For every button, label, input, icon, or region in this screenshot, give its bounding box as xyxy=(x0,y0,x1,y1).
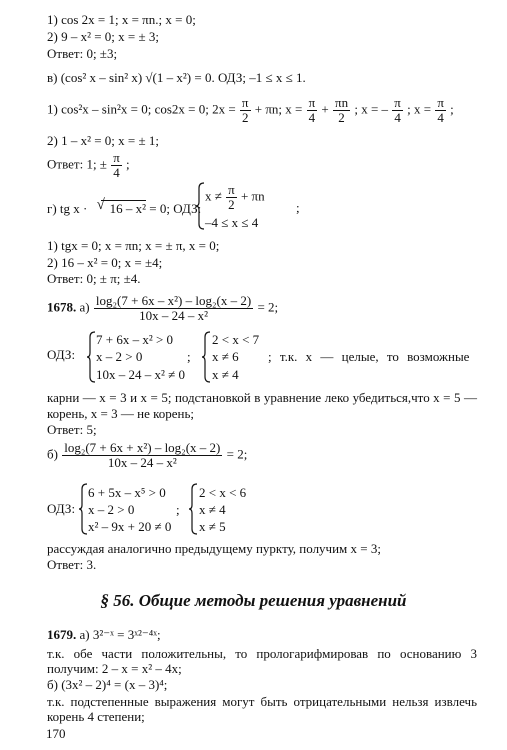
problem-1678a xyxy=(47,294,278,323)
problem-number: 1679. xyxy=(47,627,77,642)
fraction xyxy=(392,96,403,125)
odz-1-result-2: x ≠ 6 xyxy=(212,349,239,364)
odz-2-cond-3: x² – 9x + 20 ≠ 0 xyxy=(88,519,172,534)
odz-1-cond-1: 7 + 6x – x² > 0 xyxy=(96,332,174,347)
system-line-1 xyxy=(205,183,265,212)
system-end: ; xyxy=(296,200,300,215)
paragraph-1678a: карни — x = 3 и x = 5; подстановкой в уравнение леко убедиться,что x = 5 — корень, x = 3 — не корень; xyxy=(47,390,477,421)
fraction-denominator: 2 xyxy=(241,110,249,125)
odz-1-tail: ; т.к. x — целые, то возможные xyxy=(268,349,470,364)
system-text: x ≠ xyxy=(205,188,222,204)
fraction-numerator: π xyxy=(241,95,249,110)
line-5 xyxy=(47,96,454,125)
problem-1678b xyxy=(47,441,247,470)
fraction-denominator: 10x – 24 – x² xyxy=(107,455,177,470)
fraction-numerator: π xyxy=(113,150,120,165)
system-line-2: –4 ≤ x ≤ 4 xyxy=(205,215,259,230)
paragraph-1679a: т.к. обе части положительны, то прологарифмировав по основанию 3 получим: 2 – x = x² – 4x; xyxy=(47,646,477,676)
fraction-denominator: 10x – 24 – x² xyxy=(139,308,208,323)
line-10: 2) 16 – x² = 0; x = ±4; xyxy=(47,255,163,270)
line-11: Ответ: 0; ± π; ±4. xyxy=(47,271,141,286)
equation-rhs: = 2; xyxy=(257,299,279,315)
fraction xyxy=(94,294,253,323)
problem-1679a xyxy=(47,627,161,642)
fraction-numerator: log₂(7 + 6x + x²) – log₂(x – 2) xyxy=(64,440,221,455)
answer-1678a: Ответ: 5; xyxy=(47,422,97,437)
fraction-denominator: 2 xyxy=(228,197,235,212)
line-4: в) (cos² x – sin² x) √(1 – x²) = 0. ОДЗ; –1 ≤ x ≤ 1. xyxy=(47,70,306,85)
fraction-numerator: log₂(7 + 6x – x²) – log₂(x – 2) xyxy=(95,293,252,308)
fraction-denominator: 2 xyxy=(338,110,345,125)
odz-2-result-2: x ≠ 4 xyxy=(199,502,226,517)
line-7 xyxy=(47,151,130,180)
fraction xyxy=(111,151,122,180)
section-heading: § 56. Общие методы решения уравнений xyxy=(100,591,407,610)
odz-2-result-3: x ≠ 5 xyxy=(199,519,226,534)
line-7-a: Ответ: 1; ± xyxy=(47,156,107,172)
line-8-a: г) tg x · xyxy=(47,201,88,216)
fraction-numerator: πn xyxy=(335,95,349,110)
line-9: 1) tgx = 0; x = πn; x = ± π, x = 0; xyxy=(47,238,220,253)
line-1: 1) cos 2x = 1; x = πn.; x = 0; xyxy=(47,12,196,27)
odz-1-result-1: 2 < x < 7 xyxy=(212,332,260,347)
line-6: 2) 1 – x² = 0; x = ± 1; xyxy=(47,133,159,148)
fraction-denominator: 4 xyxy=(437,110,444,125)
line-5-f: ; xyxy=(450,101,454,117)
line-2: 2) 9 – x² = 0; x = ± 3; xyxy=(47,29,159,44)
problem-text: а) 3²⁻ˣ = 3ˣ²⁻⁴ˣ; xyxy=(79,627,161,642)
line-7-b: ; xyxy=(126,156,130,172)
sqrt-icon: √ xyxy=(96,197,105,213)
fraction-numerator: π xyxy=(308,95,316,110)
fraction-numerator: π xyxy=(228,182,235,197)
odz-2-cond-1: 6 + 5x – x⁵ > 0 xyxy=(88,485,166,500)
system-brace-icon xyxy=(189,483,199,535)
fraction xyxy=(435,96,446,125)
equation-rhs: = 2; xyxy=(226,446,248,462)
system-separator: ; xyxy=(187,349,191,364)
fraction xyxy=(226,183,237,212)
fraction xyxy=(62,441,222,470)
odz-2-result-1: 2 < x < 6 xyxy=(199,485,247,500)
fraction xyxy=(307,96,318,125)
odz-2-label: ОДЗ: xyxy=(47,501,76,516)
line-3: Ответ: 0; ±3; xyxy=(47,46,118,61)
system-brace-icon xyxy=(202,331,212,383)
problem-number: 1678. xyxy=(47,299,77,315)
odz-1-label: ОДЗ: xyxy=(47,347,76,362)
sqrt-radicand: 16 – x² xyxy=(109,201,147,216)
odz-1-result-3: x ≠ 4 xyxy=(212,367,239,382)
fraction-denominator: 4 xyxy=(308,110,316,125)
fraction-denominator: 4 xyxy=(394,110,401,125)
paragraph-1679b: т.к. подстепенные выражения могут быть отрицательными нельзя извлечь корень 4 степени; xyxy=(47,694,477,724)
fraction-denominator: 4 xyxy=(113,165,120,180)
fraction-numerator: π xyxy=(394,95,401,110)
problem-label: а) xyxy=(79,299,90,315)
system-text: + πn xyxy=(240,188,265,204)
line-5-a: 1) cos²x – sin²x = 0; cos2x = 0; 2x = xyxy=(47,101,236,117)
fraction xyxy=(333,96,350,125)
sqrt-expression xyxy=(96,197,147,216)
odz-1-cond-2: x – 2 > 0 xyxy=(96,349,143,364)
line-5-e: ; x = xyxy=(407,101,432,117)
paragraph-1678b: рассуждая аналогично предыдущему пуркту, получим x = 3; xyxy=(47,541,381,556)
line-5-d: ; x = – xyxy=(354,101,389,117)
line-5-b: + πn; x = xyxy=(254,101,303,117)
line-8-b: = 0; ОДЗ: xyxy=(149,201,202,216)
odz-2-cond-2: x – 2 > 0 xyxy=(88,502,135,517)
fraction xyxy=(240,96,251,125)
odz-1-cond-3: 10x – 24 – x² ≠ 0 xyxy=(96,367,186,382)
line-8 xyxy=(47,197,202,216)
problem-1679b: б) (3x² – 2)⁴ = (x – 3)⁴; xyxy=(47,677,168,692)
fraction-numerator: π xyxy=(437,95,444,110)
problem-label: б) xyxy=(47,446,58,462)
answer-1678b: Ответ: 3. xyxy=(47,557,97,572)
system-separator: ; xyxy=(176,502,180,517)
line-5-c: + xyxy=(321,101,329,117)
page-number: 170 xyxy=(46,726,66,741)
